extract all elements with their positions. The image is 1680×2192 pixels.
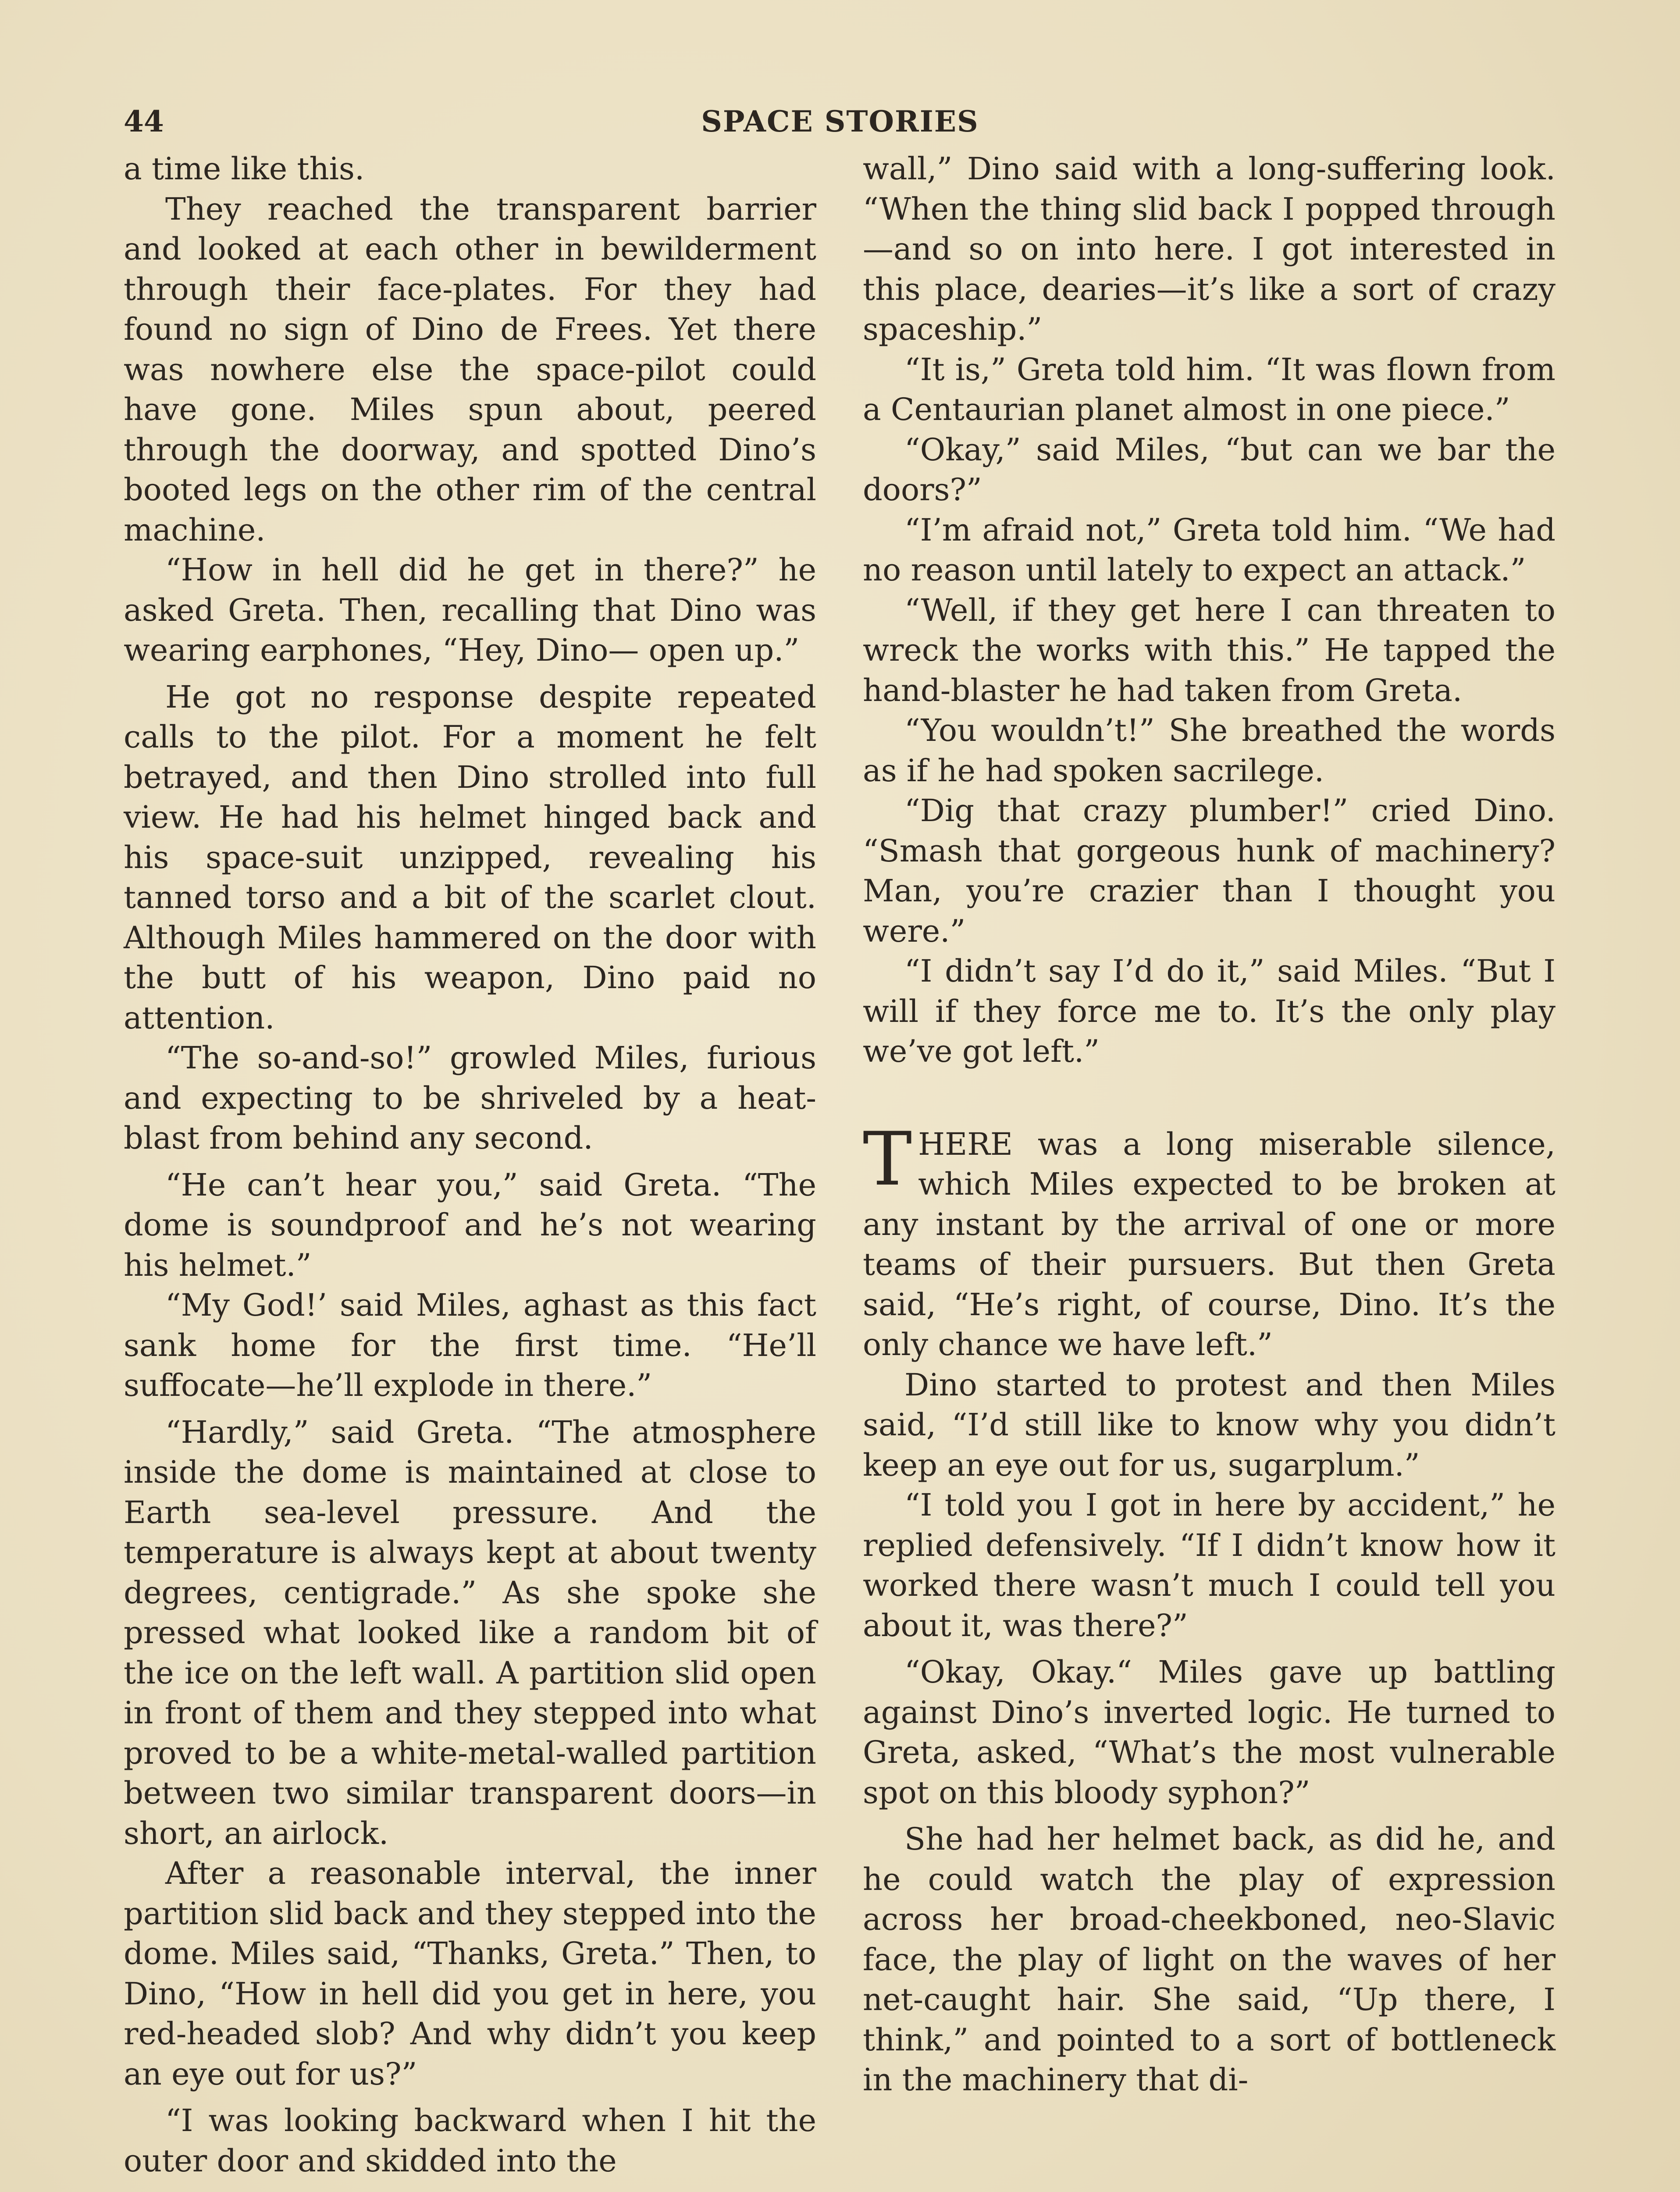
paragraph: “I didn’t say I’d do it,” said Miles. “But I will if they force me to. It’s the only play we’ve got left.”	[863, 953, 1555, 1069]
paragraph: She had her helmet back, as did he, and he could watch the play of expression across her broad-cheekboned, neo-Slavic face, the play of light on the waves of her net-caught hair. She said, “Up there, I think,” and pointed to a sort of bottleneck in the machinery that di-	[863, 1821, 1555, 2098]
section-opening-text: HERE was a long miserable silence, which Miles expected to be broken at any instant by the arrival of one or more teams of their pursuers. But then Greta said, “He’s right, of course, Dino. It’s the only chance we have left.”	[863, 1126, 1555, 1363]
paragraph: a time like this.	[124, 151, 365, 187]
paragraph: “Hardly,” said Greta. “The atmosphere inside the dome is maintained at close to Earth sea-level pressure. And the temperature is always kept at about twenty degrees, centigrade.” As she spoke she pressed what looked like a random bit of the ice on the left wall. A partition slid open in front of them and they stepped into what proved to be a white-metal-walled partition between two similar transparent doors—in short, an airlock.	[124, 1414, 816, 1851]
paragraph: “I told you I got in here by accident,” he replied defensively. “If I didn’t know how it worked there wasn’t much I could tell you about it, was there?”	[863, 1487, 1555, 1644]
paragraph: “Dig that crazy plumber!” cried Dino. “Smash that gorgeous hunk of machinery? Man, you’re crazier than I thought you were.”	[863, 793, 1555, 949]
paragraph: “How in hell did he get in there?” he asked Greta. Then, recalling that Dino was wearing earphones, “Hey, Dino— open up.”	[124, 552, 816, 668]
paragraph: They reached the transparent barrier and looked at each other in bewilderment through their face-plates. For they had found no sign of Dino de Frees. Yet there was nowhere else the space-pilot could have gone. Miles spun about, peered through the doorway, and spotted Dino’s booted legs on the other rim of the central machine.	[124, 191, 816, 548]
paragraph: “I’m afraid not,” Greta told him. “We had no reason until lately to expect an attack.”	[863, 512, 1555, 588]
paragraph: “Okay,” said Miles, “but can we bar the doors?”	[863, 431, 1555, 508]
paragraph: “Okay, Okay.“ Miles gave up battling against Dino’s inverted logic. He turned to Greta, asked, “What’s the most vulnerable spot on this bloody syphon?”	[863, 1654, 1555, 1811]
paragraph: “I was looking backward when I hit the outer door and skidded into the	[124, 2103, 816, 2179]
paragraph: “You wouldn’t!” She breathed the words as if he had spoken sacrilege.	[863, 712, 1555, 789]
paragraph: After a reasonable interval, the inner partition slid back and they stepped into the dome. Miles said, “Thanks, Greta.” Then, to Dino, “How in hell did you get in here, you red-headed slob? And why didn’t you keep an eye out for us?”	[124, 1855, 816, 2092]
running-title: SPACE STORIES	[701, 104, 979, 139]
paragraph: wall,” Dino said with a long-suffering look. “When the thing slid back I popped through—and so on into here. I got interested in this place, dearies—it’s like a sort of crazy spaceship.”	[863, 151, 1555, 347]
section-opening-paragraph	[863, 1116, 1555, 1365]
page-number: 44	[124, 104, 164, 139]
paragraph: “He can’t hear you,” said Greta. “The dome is soundproof and he’s not wearing his helmet.”	[124, 1167, 816, 1283]
right-column	[863, 149, 1555, 2100]
paragraph: “My God!’ said Miles, aghast as this fact sank home for the first time. “He’ll suffocate—he’ll explode in there.”	[124, 1287, 816, 1403]
left-column	[124, 149, 816, 2181]
page-header	[124, 102, 1556, 146]
paragraph: He got no response despite repeated calls to the pilot. For a moment he felt betrayed, and then Dino strolled into full view. He had his helmet hinged back and his space-suit unzipped, revealing his tanned torso and a bit of the scarlet clout. Although Miles hammered on the door with the butt of his weapon, Dino paid no attention.	[124, 679, 816, 1036]
paragraph: “It is,” Greta told him. “It was flown from a Centaurian planet almost in one piece.”	[863, 351, 1555, 427]
paragraph: “Well, if they get here I can threaten to wreck the works with this.” He tapped the hand-blaster he had taken from Greta.	[863, 592, 1555, 708]
drop-cap: T	[863, 1116, 912, 1202]
paragraph: Dino started to protest and then Miles said, “I’d still like to know why you didn’t keep an eye out for us, sugarplum.”	[863, 1366, 1555, 1483]
paragraph: “The so-and-so!” growled Miles, furious and expecting to be shriveled by a heat-blast from behind any second.	[124, 1040, 816, 1156]
